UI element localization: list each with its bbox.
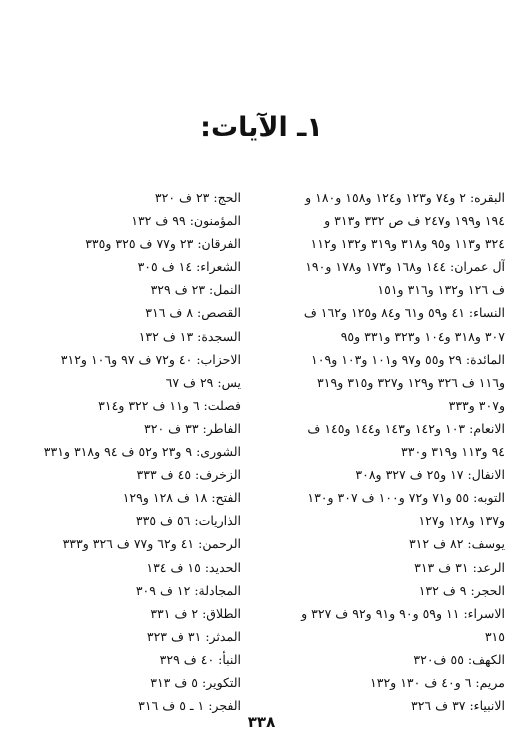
index-entry: المدثر: ٣١ ف ٣٢٣ <box>146 628 241 644</box>
index-entry: الذاريات: ٥٦ ف ٣٣٥ <box>135 513 241 529</box>
index-entry: و١٣٧ و١٢٨ و١٢٧ <box>418 513 505 529</box>
index-entry: ١٩٤ و١٩٩ و٢٤٧ ف ص ٣٣٢ و٣١٣ و <box>324 213 505 229</box>
index-entry: آل عمران: ١٤٤ و١٦٨ و١٧٣ و١٧٨ و١٩٠ <box>305 259 505 275</box>
index-entry: و٣٠٧ و٣٣٣ <box>448 397 505 413</box>
index-entry: المؤمنون: ٩٩ ف ١٣٢ <box>131 213 241 229</box>
index-entry: الاحزاب: ٤٠ و٧٢ ف ٩٧ و١٠٦ و٣١٢ <box>60 351 241 367</box>
index-entry: ف ١٢٦ و١٣٢ و٣١٦ و١٥١ <box>377 282 505 298</box>
index-entry: الانبياء: ٣٧ ف ٣٢٦ <box>411 698 505 714</box>
index-entry: الشعراء: ١٤ ف ٣٠٥ <box>137 259 241 275</box>
index-entry: يس: ٢٩ ف ٦٧ <box>165 374 241 390</box>
index-entry: مريم: ٦ و٤٠ ف ١٣٠ و١٣٢ <box>370 674 505 690</box>
index-entry: الحجر: ٩ ف ١٣٢ <box>418 582 505 598</box>
index-entry: الرحمن: ٤١ و٦٢ و٧٧ ف ٣٢٦ و٣٣٣ <box>62 536 241 552</box>
index-entry: الحديد: ١٥ ف ١٣٤ <box>146 559 241 575</box>
index-entry: الانعام: ١٠٣ و١٤٢ و١٤٣ و١٤٤ و١٤٥ ف <box>307 420 505 436</box>
index-entry: الفاطر: ٣٣ ف ٣٢٠ <box>144 420 241 436</box>
index-entry: ٩٤ و١١٣ و٣١٩ و٣٣٠ <box>401 444 505 460</box>
index-entry: الفرقان: ٢٣ و٧٧ ف ٣٢٥ و٣٣٥ <box>85 236 241 252</box>
index-entry: الانفال: ١٧ و٢٥ ف ٣٢٧ و٣٠٨ <box>355 467 505 483</box>
index-entry: المائدة: ٢٩ و٥٥ و٩٧ و١٠١ و١٠٣ و١٠٩ <box>311 351 505 367</box>
index-entry: النمل: ٢٣ ف ٣٢٩ <box>150 282 241 298</box>
index-entry: ٣٠٧ و٣١٨ و١٠٤ و٣٢٣ و٣٣١ و٩٥ <box>340 328 505 344</box>
index-entry: و١١٦ ف ٣٢٦ و١٢٩ و٣٢٧ و٣١٥ و٣١٩ <box>317 374 505 390</box>
index-entry: التوبه: ٥٥ و٧١ و٧٢ و١٠٠ ف ٣٠٧ و١٣٠ <box>307 490 505 506</box>
index-entry: الفجر: ١ ـ ٥ ف ٣١٦ <box>138 698 241 714</box>
index-entry: ٣١٥ <box>484 628 505 644</box>
index-entry: النساء: ٤١ و٥٩ و٦١ و٨٤ و١٢٥ و١٦٢ ف <box>303 305 505 321</box>
index-entry: النبأ: ٤٠ ف ٣٢٩ <box>159 651 241 667</box>
index-entry: التكوير: ٥ ف ٣١٣ <box>150 674 241 690</box>
right-column <box>253 186 505 717</box>
page-number: ٣٣٨ <box>247 713 276 731</box>
index-entry: البقره: ٢ و٧٤ و١٢٣ و١٢٤ و١٥٨ و١٨٠ و <box>305 190 505 205</box>
index-entry: المجادلة: ١٢ ف ٣٠٩ <box>135 582 241 598</box>
index-entry: الاسراء: ١١ و٥٩ و٩٠ و٩١ و٩٢ ف ٣٢٧ و <box>301 605 505 621</box>
index-entry: الحج: ٢٣ ف ٣٢٠ <box>154 190 241 205</box>
left-column <box>3 186 241 717</box>
index-entry: الطلاق: ٢ ف ٣٣١ <box>150 605 241 621</box>
index-entry: السجدة: ١٣ ف ١٣٢ <box>138 328 241 344</box>
index-entry: الرعد: ٣١ ف ٣١٣ <box>414 559 505 575</box>
index-entry: ٣٢٤ و١١٣ و٩٥ و٣١٨ و٣١٩ و١٣٢ و١١٢ <box>310 236 505 252</box>
index-entry: الشورى: ٩ و٢٣ و٥٢ ف ٩٤ و٣١٨ و٣٣١ <box>43 444 241 460</box>
index-entry: الكهف: ٥٥ ف٣٢٠ <box>413 651 505 667</box>
index-entry: الفتح: ١٨ ف ١٢٨ و١٢٩ <box>122 490 241 506</box>
index-entry: الزخرف: ٤٥ ف ٣٣٣ <box>136 467 241 483</box>
index-entry: فصلت: ٦ و١١ ف ٣٢٢ و٣١٤ <box>98 397 241 413</box>
index-entry: يوسف: ٨٢ ف ٣١٢ <box>408 536 505 552</box>
index-entry: القصص: ٨ ف ٣١٦ <box>145 305 241 321</box>
section-heading: ١ـ الآيات: <box>200 112 323 143</box>
